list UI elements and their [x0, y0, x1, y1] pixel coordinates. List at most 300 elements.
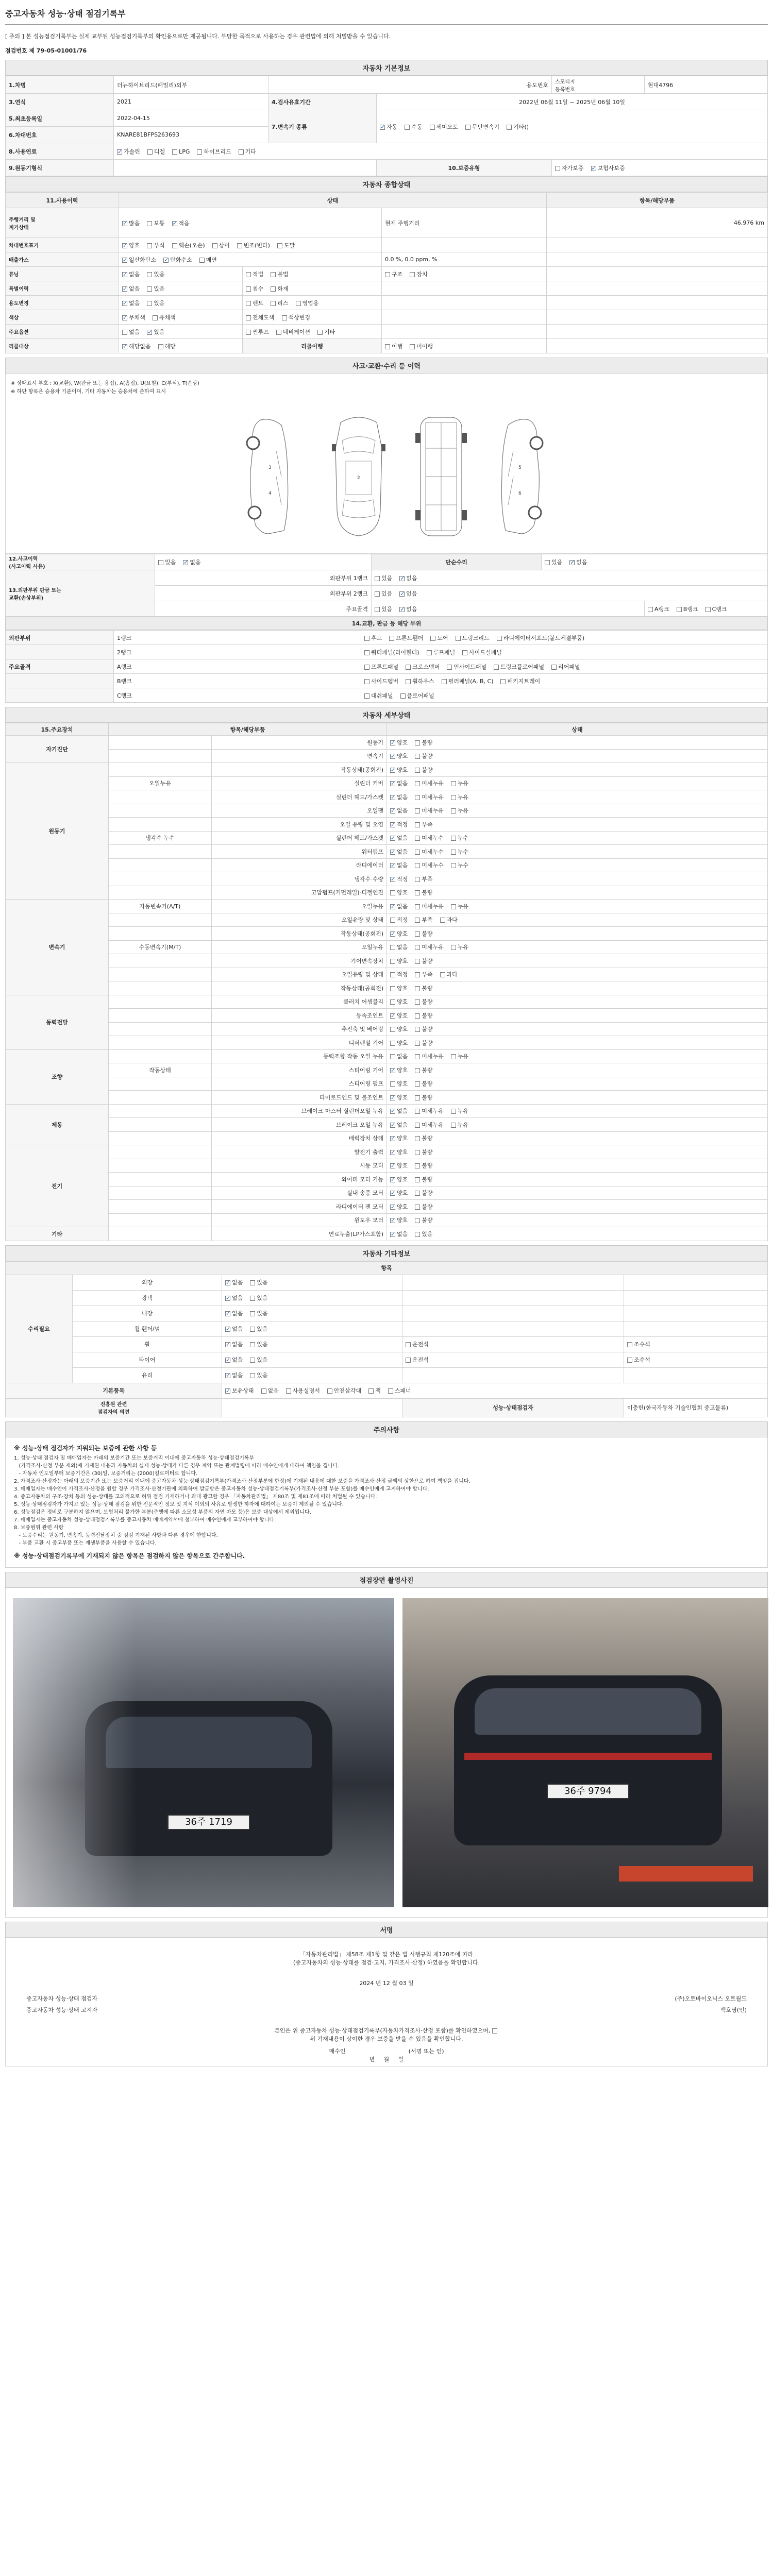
exchange-item[interactable] — [364, 691, 393, 700]
detail-option[interactable] — [415, 738, 432, 747]
detail-checkbox[interactable] — [390, 999, 395, 1005]
summary-checkbox[interactable] — [163, 258, 169, 263]
summary-checkbox[interactable] — [122, 330, 127, 335]
detail-checkbox[interactable] — [390, 822, 395, 827]
summary-sub-checkbox[interactable] — [271, 272, 276, 277]
detail-checkbox[interactable] — [390, 1163, 395, 1168]
detail-option[interactable] — [415, 1134, 432, 1142]
summary-sub2-option[interactable] — [410, 270, 427, 278]
detail-checkbox[interactable] — [415, 768, 420, 773]
detail-checkbox[interactable] — [390, 1136, 395, 1141]
detail-checkbox[interactable] — [390, 1177, 395, 1182]
detail-option[interactable] — [415, 1216, 432, 1224]
detail-option[interactable] — [415, 793, 444, 801]
summary-option[interactable] — [122, 313, 145, 321]
detail-option[interactable] — [390, 793, 408, 801]
other-option[interactable] — [250, 1294, 267, 1302]
summary-option[interactable] — [122, 219, 140, 227]
other-checkbox[interactable] — [250, 1296, 255, 1301]
detail-checkbox[interactable] — [440, 918, 445, 923]
exchange-item-checkbox[interactable] — [364, 650, 369, 655]
fuel-checkbox[interactable] — [197, 149, 202, 155]
detail-checkbox[interactable] — [451, 781, 456, 786]
summary-sub2-option[interactable] — [385, 342, 402, 350]
detail-option[interactable] — [415, 1202, 432, 1211]
detail-option[interactable] — [415, 1121, 444, 1129]
frame-checkbox[interactable] — [375, 607, 380, 612]
transmission-option[interactable] — [380, 123, 397, 131]
other-checkbox[interactable] — [250, 1280, 255, 1285]
other-extra-checkbox[interactable] — [627, 1342, 632, 1347]
detail-option[interactable] — [451, 834, 468, 842]
summary-option[interactable] — [122, 241, 140, 249]
detail-option[interactable] — [390, 779, 408, 787]
detail-option[interactable] — [451, 943, 468, 951]
other-checkbox[interactable] — [225, 1296, 230, 1301]
summary-checkbox[interactable] — [237, 243, 242, 248]
exchange-item[interactable] — [364, 677, 398, 685]
frame-rank-option[interactable] — [648, 605, 669, 613]
exchange-item-checkbox[interactable] — [364, 693, 369, 699]
detail-option[interactable] — [415, 997, 432, 1006]
other-checkbox[interactable] — [225, 1373, 230, 1378]
summary-sub-option[interactable] — [282, 313, 311, 321]
other-option[interactable] — [250, 1340, 267, 1348]
transmission-checkbox[interactable] — [380, 125, 385, 130]
basic-items-option[interactable] — [368, 1386, 381, 1395]
detail-checkbox[interactable] — [390, 959, 395, 964]
summary-checkbox[interactable] — [147, 243, 152, 248]
summary-sub-checkbox[interactable] — [246, 286, 251, 292]
detail-option[interactable] — [415, 1039, 432, 1047]
detail-checkbox[interactable] — [415, 740, 420, 745]
detail-checkbox[interactable] — [451, 1109, 456, 1114]
detail-option[interactable] — [390, 997, 408, 1006]
detail-option[interactable] — [390, 1107, 408, 1115]
summary-option[interactable] — [122, 284, 140, 293]
transmission-checkbox[interactable] — [465, 125, 470, 130]
detail-checkbox[interactable] — [415, 781, 420, 786]
detail-checkbox[interactable] — [390, 808, 395, 814]
summary-option[interactable] — [147, 219, 164, 227]
detail-checkbox[interactable] — [390, 768, 395, 773]
detail-option[interactable] — [451, 848, 468, 856]
other-option[interactable] — [250, 1325, 267, 1333]
detail-checkbox[interactable] — [415, 1150, 420, 1155]
rank1-checkbox[interactable] — [399, 576, 405, 581]
exchange-item-checkbox[interactable] — [389, 636, 394, 641]
summary-option[interactable] — [199, 256, 217, 264]
detail-option[interactable] — [415, 806, 444, 815]
detail-option[interactable] — [390, 1093, 408, 1101]
exchange-item[interactable] — [364, 634, 382, 642]
detail-option[interactable] — [390, 752, 408, 760]
other-option[interactable] — [225, 1294, 243, 1302]
basic-items-option[interactable] — [327, 1386, 361, 1395]
exchange-item-checkbox[interactable] — [462, 650, 467, 655]
detail-option[interactable] — [390, 861, 408, 869]
exchange-item-checkbox[interactable] — [551, 665, 557, 670]
summary-sub2-option[interactable] — [385, 270, 402, 278]
detail-option[interactable] — [390, 957, 408, 965]
detail-option[interactable] — [415, 1161, 432, 1170]
detail-checkbox[interactable] — [390, 1054, 395, 1059]
detail-option[interactable] — [390, 1230, 408, 1238]
exchange-item-checkbox[interactable] — [406, 679, 411, 684]
detail-checkbox[interactable] — [390, 1081, 395, 1087]
detail-checkbox[interactable] — [390, 1068, 395, 1073]
detail-checkbox[interactable] — [390, 890, 395, 895]
detail-checkbox[interactable] — [451, 1054, 456, 1059]
summary-checkbox[interactable] — [122, 344, 127, 349]
other-extra-option[interactable] — [406, 1355, 429, 1364]
other-option[interactable] — [225, 1340, 243, 1348]
detail-checkbox[interactable] — [415, 1123, 420, 1128]
detail-checkbox[interactable] — [390, 795, 395, 800]
warranty-checkbox[interactable] — [555, 166, 560, 171]
detail-option[interactable] — [390, 888, 408, 896]
detail-option[interactable] — [390, 848, 408, 856]
other-checkbox[interactable] — [225, 1358, 230, 1363]
detail-option[interactable] — [390, 1148, 408, 1156]
detail-checkbox[interactable] — [415, 1109, 420, 1114]
detail-checkbox[interactable] — [415, 959, 420, 964]
exchange-item[interactable] — [462, 648, 502, 656]
summary-checkbox[interactable] — [122, 258, 127, 263]
exchange-item-checkbox[interactable] — [447, 665, 452, 670]
detail-option[interactable] — [415, 1066, 432, 1074]
transmission-checkbox[interactable] — [507, 125, 512, 130]
exchange-item-checkbox[interactable] — [427, 650, 432, 655]
detail-checkbox[interactable] — [451, 904, 456, 909]
fuel-checkbox[interactable] — [239, 149, 244, 155]
exchange-item-checkbox[interactable] — [364, 636, 369, 641]
transmission-option[interactable] — [465, 123, 499, 131]
summary-option[interactable] — [277, 241, 295, 249]
detail-checkbox[interactable] — [415, 822, 420, 827]
detail-checkbox[interactable] — [390, 781, 395, 786]
detail-checkbox[interactable] — [415, 1218, 420, 1223]
detail-option[interactable] — [390, 1216, 408, 1224]
frame-rank-option[interactable] — [705, 605, 727, 613]
fuel-checkbox[interactable] — [147, 149, 153, 155]
detail-option[interactable] — [390, 1052, 408, 1060]
detail-option[interactable] — [440, 916, 458, 924]
detail-option[interactable] — [415, 848, 444, 856]
detail-checkbox[interactable] — [390, 972, 395, 977]
frame-checkbox[interactable] — [399, 607, 405, 612]
detail-checkbox[interactable] — [415, 850, 420, 855]
detail-checkbox[interactable] — [415, 1041, 420, 1046]
detail-checkbox[interactable] — [415, 1205, 420, 1210]
fuel-option[interactable] — [197, 147, 231, 156]
repair-checkbox[interactable] — [569, 560, 575, 565]
detail-option[interactable] — [415, 861, 444, 869]
detail-option[interactable] — [415, 957, 432, 965]
detail-option[interactable] — [415, 984, 432, 992]
basic-items-checkbox[interactable] — [327, 1388, 332, 1394]
summary-sub-checkbox[interactable] — [276, 330, 281, 335]
frame-rank-checkbox[interactable] — [648, 607, 653, 612]
detail-option[interactable] — [390, 738, 408, 747]
transmission-checkbox[interactable] — [405, 125, 410, 130]
detail-option[interactable] — [390, 1175, 408, 1183]
summary-checkbox[interactable] — [158, 344, 163, 349]
basic-items-checkbox[interactable] — [286, 1388, 291, 1394]
summary-sub-checkbox[interactable] — [246, 330, 251, 335]
detail-option[interactable] — [390, 875, 408, 883]
rank2-checkbox[interactable] — [375, 591, 380, 597]
exchange-item[interactable] — [551, 663, 580, 671]
exchange-item-checkbox[interactable] — [400, 693, 406, 699]
exchange-item-checkbox[interactable] — [456, 636, 461, 641]
detail-option[interactable] — [390, 806, 408, 815]
detail-option[interactable] — [415, 875, 432, 883]
detail-option[interactable] — [415, 752, 432, 760]
summary-checkbox[interactable] — [122, 221, 127, 226]
basic-items-checkbox[interactable] — [261, 1388, 266, 1394]
detail-option[interactable] — [390, 766, 408, 774]
exchange-item-checkbox[interactable] — [494, 665, 499, 670]
detail-option[interactable] — [451, 902, 468, 910]
other-option[interactable] — [250, 1309, 267, 1317]
detail-option[interactable] — [451, 779, 468, 787]
summary-option[interactable] — [172, 241, 205, 249]
warranty-option[interactable] — [591, 164, 625, 172]
summary-sub-option[interactable] — [276, 328, 310, 336]
summary-sub-checkbox[interactable] — [317, 330, 323, 335]
detail-checkbox[interactable] — [415, 931, 420, 937]
detail-checkbox[interactable] — [415, 1027, 420, 1032]
summary-sub-checkbox[interactable] — [271, 301, 276, 306]
basic-items-checkbox[interactable] — [225, 1388, 230, 1394]
basic-items-checkbox[interactable] — [368, 1388, 374, 1394]
basic-items-option[interactable] — [388, 1386, 411, 1395]
detail-option[interactable] — [415, 779, 444, 787]
detail-option[interactable] — [390, 984, 408, 992]
other-extra-option[interactable] — [627, 1340, 650, 1348]
summary-option[interactable] — [122, 299, 140, 307]
detail-checkbox[interactable] — [390, 850, 395, 855]
exchange-item-checkbox[interactable] — [497, 636, 502, 641]
repair-option[interactable] — [569, 558, 587, 566]
detail-option[interactable] — [390, 1039, 408, 1047]
summary-option[interactable] — [147, 328, 164, 336]
basic-items-option[interactable] — [261, 1386, 279, 1395]
detail-checkbox[interactable] — [390, 918, 395, 923]
detail-checkbox[interactable] — [415, 1013, 420, 1019]
detail-checkbox[interactable] — [390, 1041, 395, 1046]
detail-option[interactable] — [415, 1148, 432, 1156]
other-checkbox[interactable] — [225, 1327, 230, 1332]
summary-checkbox[interactable] — [172, 221, 177, 226]
summary-option[interactable] — [163, 256, 192, 264]
exchange-item-checkbox[interactable] — [364, 665, 369, 670]
detail-option[interactable] — [390, 1202, 408, 1211]
detail-checkbox[interactable] — [390, 1205, 395, 1210]
summary-checkbox[interactable] — [277, 243, 282, 248]
summary-sub-option[interactable] — [317, 328, 335, 336]
summary-option[interactable] — [122, 270, 140, 278]
frame-option[interactable] — [399, 605, 417, 613]
fuel-option[interactable] — [239, 147, 256, 156]
transmission-checkbox[interactable] — [430, 125, 435, 130]
summary-option[interactable] — [122, 256, 156, 264]
fuel-checkbox[interactable] — [172, 149, 177, 155]
detail-checkbox[interactable] — [415, 1232, 420, 1237]
rank1-option[interactable] — [375, 574, 392, 582]
detail-checkbox[interactable] — [390, 754, 395, 759]
exchange-item[interactable] — [364, 648, 419, 656]
detail-checkbox[interactable] — [415, 1136, 420, 1141]
repair-checkbox[interactable] — [545, 560, 550, 565]
detail-checkbox[interactable] — [415, 754, 420, 759]
detail-option[interactable] — [415, 943, 444, 951]
detail-checkbox[interactable] — [390, 836, 395, 841]
detail-option[interactable] — [390, 902, 408, 910]
other-option[interactable] — [250, 1278, 267, 1286]
summary-sub-option[interactable] — [271, 270, 288, 278]
summary-option[interactable] — [158, 342, 176, 350]
other-checkbox[interactable] — [250, 1311, 255, 1316]
exchange-item-checkbox[interactable] — [442, 679, 447, 684]
detail-checkbox[interactable] — [415, 945, 420, 950]
detail-checkbox[interactable] — [390, 1109, 395, 1114]
summary-option[interactable] — [147, 284, 164, 293]
transmission-option[interactable] — [507, 123, 529, 131]
fuel-checkbox[interactable] — [117, 149, 122, 155]
summary-checkbox[interactable] — [147, 272, 152, 277]
detail-checkbox[interactable] — [415, 795, 420, 800]
detail-option[interactable] — [415, 1175, 432, 1183]
detail-checkbox[interactable] — [390, 740, 395, 745]
detail-checkbox[interactable] — [415, 877, 420, 882]
detail-option[interactable] — [390, 916, 408, 924]
exchange-item[interactable] — [406, 663, 440, 671]
repair-option[interactable] — [545, 558, 562, 566]
detail-checkbox[interactable] — [390, 1218, 395, 1223]
detail-option[interactable] — [390, 1134, 408, 1142]
transmission-option[interactable] — [430, 123, 459, 131]
detail-option[interactable] — [390, 1079, 408, 1088]
detail-checkbox[interactable] — [451, 850, 456, 855]
detail-option[interactable] — [451, 1107, 468, 1115]
detail-checkbox[interactable] — [390, 986, 395, 991]
detail-checkbox[interactable] — [415, 1177, 420, 1182]
summary-sub-checkbox[interactable] — [282, 315, 287, 320]
exchange-item[interactable] — [500, 677, 540, 685]
detail-checkbox[interactable] — [390, 1232, 395, 1237]
summary-sub-option[interactable] — [296, 299, 319, 307]
summary-option[interactable] — [122, 342, 151, 350]
summary-option[interactable] — [147, 270, 164, 278]
other-checkbox[interactable] — [250, 1327, 255, 1332]
summary-sub-checkbox[interactable] — [246, 272, 251, 277]
detail-checkbox[interactable] — [390, 1123, 395, 1128]
exchange-item-checkbox[interactable] — [500, 679, 506, 684]
summary-sub2-checkbox[interactable] — [410, 344, 415, 349]
exchange-item[interactable] — [389, 634, 423, 642]
other-checkbox[interactable] — [250, 1373, 255, 1378]
exchange-item[interactable] — [497, 634, 584, 642]
other-checkbox[interactable] — [250, 1342, 255, 1347]
detail-checkbox[interactable] — [415, 1068, 420, 1073]
rank2-option[interactable] — [399, 589, 417, 598]
exchange-item[interactable] — [442, 677, 494, 685]
detail-checkbox[interactable] — [390, 877, 395, 882]
detail-option[interactable] — [415, 1107, 444, 1115]
accident-checkbox[interactable] — [183, 560, 188, 565]
rank2-checkbox[interactable] — [399, 591, 405, 597]
fuel-option[interactable] — [172, 148, 190, 155]
other-option[interactable] — [250, 1355, 267, 1364]
exchange-item[interactable] — [406, 677, 434, 685]
detail-option[interactable] — [390, 943, 408, 951]
detail-option[interactable] — [390, 1161, 408, 1170]
detail-option[interactable] — [390, 1189, 408, 1197]
summary-sub-option[interactable] — [246, 284, 263, 293]
detail-checkbox[interactable] — [390, 904, 395, 909]
summary-sub-option[interactable] — [271, 299, 288, 307]
summary-sub-checkbox[interactable] — [296, 301, 301, 306]
summary-checkbox[interactable] — [147, 286, 152, 292]
summary-checkbox[interactable] — [172, 243, 177, 248]
summary-option[interactable] — [122, 328, 140, 336]
detail-checkbox[interactable] — [415, 1054, 420, 1059]
detail-checkbox[interactable] — [390, 945, 395, 950]
detail-option[interactable] — [415, 902, 444, 910]
detail-option[interactable] — [415, 1079, 432, 1088]
detail-option[interactable] — [415, 916, 432, 924]
exchange-item-checkbox[interactable] — [364, 679, 369, 684]
basic-items-option[interactable] — [286, 1386, 320, 1395]
detail-option[interactable] — [390, 970, 408, 978]
detail-checkbox[interactable] — [415, 808, 420, 814]
summary-checkbox[interactable] — [199, 258, 205, 263]
detail-checkbox[interactable] — [451, 808, 456, 814]
summary-checkbox[interactable] — [122, 243, 127, 248]
other-option[interactable] — [225, 1325, 243, 1333]
detail-checkbox[interactable] — [451, 836, 456, 841]
detail-checkbox[interactable] — [451, 863, 456, 868]
summary-checkbox[interactable] — [153, 315, 158, 320]
detail-option[interactable] — [440, 970, 458, 978]
other-checkbox[interactable] — [250, 1358, 255, 1363]
summary-sub2-checkbox[interactable] — [410, 272, 415, 277]
detail-checkbox[interactable] — [415, 904, 420, 909]
other-option[interactable] — [225, 1355, 243, 1364]
frame-option[interactable] — [375, 605, 392, 613]
detail-option[interactable] — [415, 1052, 444, 1060]
detail-checkbox[interactable] — [451, 945, 456, 950]
detail-option[interactable] — [415, 1011, 432, 1020]
summary-checkbox[interactable] — [122, 272, 127, 277]
summary-sub-option[interactable] — [246, 299, 263, 307]
exchange-item[interactable] — [400, 691, 434, 700]
detail-checkbox[interactable] — [440, 972, 445, 977]
detail-checkbox[interactable] — [415, 918, 420, 923]
summary-sub2-option[interactable] — [410, 342, 433, 350]
detail-option[interactable] — [415, 820, 432, 828]
detail-checkbox[interactable] — [390, 1027, 395, 1032]
detail-option[interactable] — [390, 1011, 408, 1020]
other-extra-checkbox[interactable] — [627, 1358, 632, 1363]
summary-checkbox[interactable] — [122, 286, 127, 292]
other-extra-option[interactable] — [406, 1340, 429, 1348]
frame-rank-checkbox[interactable] — [705, 607, 711, 612]
summary-sub-checkbox[interactable] — [271, 286, 276, 292]
detail-checkbox[interactable] — [451, 1123, 456, 1128]
